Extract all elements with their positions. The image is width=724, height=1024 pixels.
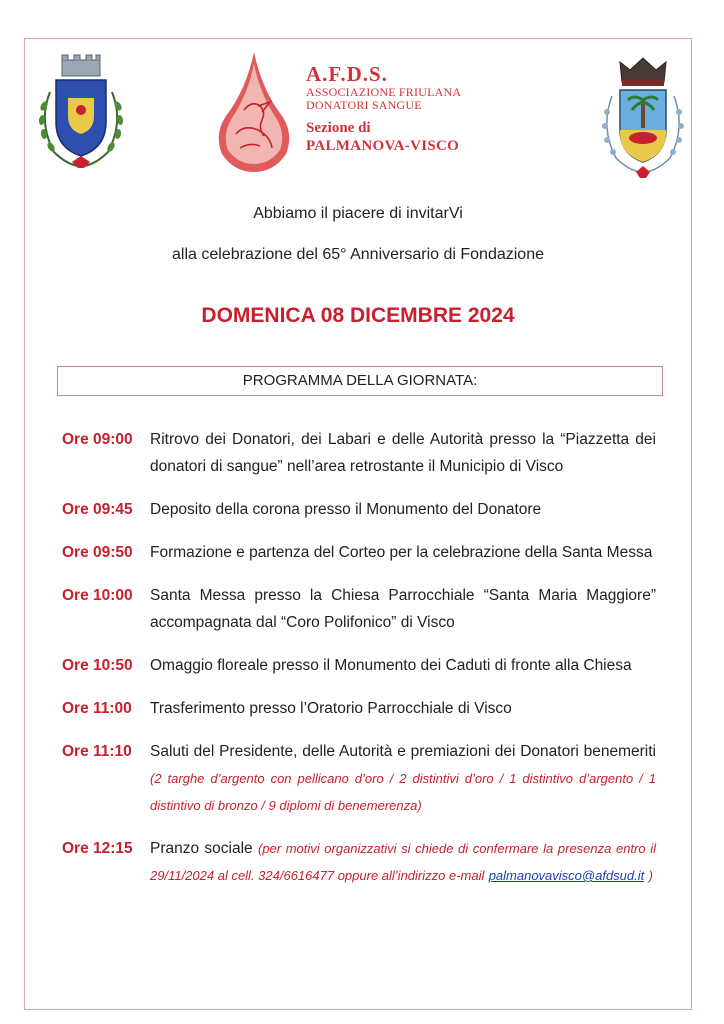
blood-drop-logo-icon <box>214 50 294 172</box>
event-date: DOMENICA 08 DICEMBRE 2024 <box>201 304 515 327</box>
schedule-description: Santa Messa presso la Chiesa Parrocchiale “Santa Maria Maggiore” accompagnata dal “Coro Polifonico” di Visco <box>150 587 656 631</box>
organization-title <box>306 62 461 155</box>
right-coat-of-arms-icon <box>598 52 688 182</box>
awards-note: (2 targhe d’argento con pellicano d’oro / 2 distintivi d’oro / 1 distintivo d’argento / 1 distintivo di bronzo / 9 diplomi di benemerenza) <box>150 771 656 813</box>
program-title: PROGRAMMA DELLA GIORNATA: <box>242 372 478 389</box>
schedule-time: Ore 09:50 <box>62 544 133 561</box>
rsvp-note-end: ) <box>648 868 653 883</box>
contact-email-link[interactable]: palmanovavisco@afdsud.it <box>488 868 645 883</box>
left-coat-of-arms-icon <box>32 52 130 174</box>
schedule-time: Ore 09:00 <box>62 431 133 448</box>
schedule-item <box>62 582 656 636</box>
schedule-list <box>62 426 656 905</box>
schedule-time: Ore 10:50 <box>62 657 133 674</box>
schedule-item <box>62 652 656 679</box>
schedule-time: Ore 11:00 <box>62 700 132 717</box>
section-place: PALMANOVA-VISCO <box>306 138 460 154</box>
schedule-description <box>150 835 656 889</box>
schedule-text: Saluti del Presidente, delle Autorità e premiazioni dei Donatori benemeriti <box>150 743 656 760</box>
schedule-item <box>62 738 656 819</box>
schedule-time: Ore 09:45 <box>62 501 133 518</box>
schedule-item <box>62 835 656 889</box>
schedule-description: Formazione e partenza del Corteo per la celebrazione della Santa Messa <box>150 544 653 561</box>
schedule-item <box>62 539 656 566</box>
schedule-item <box>62 496 656 523</box>
program-title-box <box>57 366 663 396</box>
org-acronym: A.F.D.S. <box>306 62 388 86</box>
schedule-time: Ore 11:10 <box>62 743 132 760</box>
schedule-description: Ritrovo dei Donatori, dei Labari e delle Autorità presso la “Piazzetta dei donatori di sangue” nell’area retrostante il Municipio di Visco <box>150 431 656 475</box>
schedule-description <box>150 738 656 819</box>
schedule-item <box>62 695 656 722</box>
org-name-line1: ASSOCIAZIONE FRIULANA <box>306 85 462 99</box>
rsvp-note: (per motivi organizzativi si chiede di confermare la presenza entro il 29/11/2024 al cell. 324/6616477 oppure all’indirizzo e-mail <box>150 841 656 883</box>
org-name-line2: DONATORI SANGUE <box>306 98 422 112</box>
schedule-time: Ore 10:00 <box>62 587 133 604</box>
schedule-item <box>62 426 656 480</box>
schedule-time: Ore 12:15 <box>62 840 133 857</box>
invitation-line-1: Abbiamo il piacere di invitarVi <box>253 205 463 222</box>
invitation-line-2: alla celebrazione del 65° Anniversario di Fondazione <box>172 246 544 263</box>
section-label: Sezione di <box>306 120 371 136</box>
schedule-text: Pranzo sociale <box>150 840 253 857</box>
schedule-description: Omaggio floreale presso il Monumento dei Caduti di fronte alla Chiesa <box>150 657 632 674</box>
schedule-description: Deposito della corona presso il Monumento del Donatore <box>150 501 542 518</box>
schedule-description: Trasferimento presso l’Oratorio Parrocchiale di Visco <box>150 700 512 717</box>
